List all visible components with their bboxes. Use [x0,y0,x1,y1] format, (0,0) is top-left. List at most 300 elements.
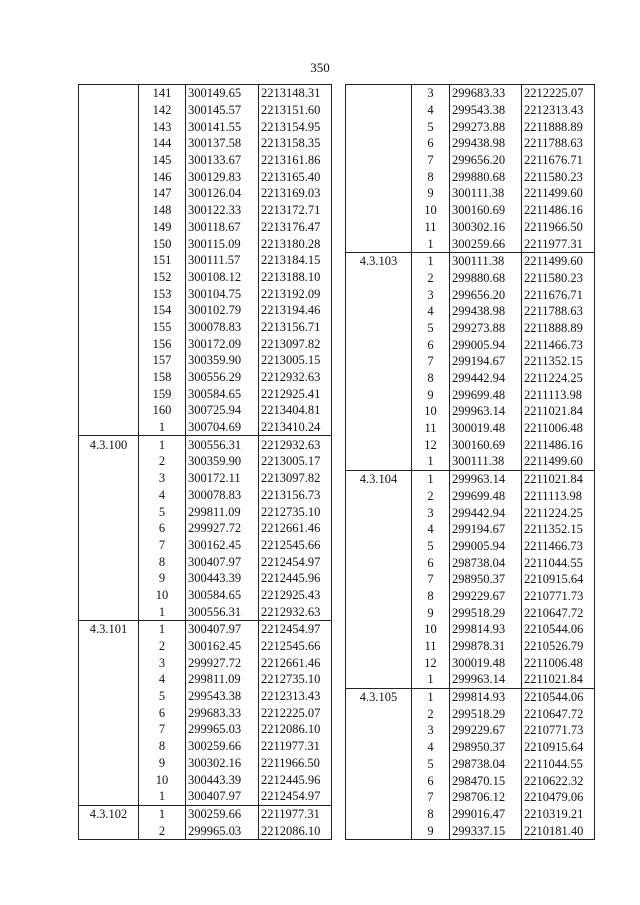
object-id-cell: 4.3.103 [346,252,412,269]
table-row [79,335,332,352]
x-coordinate-cell: 300102.79 [186,302,259,319]
y-coordinate-cell: 2210319.21 [522,806,595,823]
point-number-cell: 147 [139,185,186,202]
y-coordinate-cell: 2210544.06 [522,688,595,705]
x-coordinate-cell: 299963.14 [450,403,522,420]
x-coordinate-cell: 299811.09 [186,503,259,520]
y-coordinate-cell: 2211499.60 [522,252,595,269]
table-row [346,621,595,638]
table-row [346,554,595,571]
table-row [79,587,332,604]
x-coordinate-cell: 299963.14 [450,671,522,688]
object-id-cell [79,302,139,319]
table-row [346,386,595,403]
object-id-cell [79,285,139,302]
point-number-cell: 157 [139,352,186,369]
table-row [346,504,595,521]
point-number-cell: 159 [139,385,186,402]
y-coordinate-cell: 2213148.31 [259,85,332,102]
x-coordinate-cell: 300137.58 [186,135,259,152]
object-id-cell [79,352,139,369]
point-number-cell: 8 [412,370,450,387]
y-coordinate-cell: 2212932.63 [259,436,332,453]
x-coordinate-cell: 300133.67 [186,152,259,169]
object-id-cell [79,671,139,688]
point-number-cell: 1 [139,436,186,453]
point-number-cell: 160 [139,402,186,419]
object-id-cell [346,521,412,538]
point-number-cell: 4 [139,671,186,688]
x-coordinate-cell: 300129.83 [186,168,259,185]
y-coordinate-cell: 2213410.24 [259,419,332,436]
x-coordinate-cell: 300111.38 [450,252,522,269]
x-coordinate-cell: 298706.12 [450,789,522,806]
point-number-cell: 148 [139,202,186,219]
table-row [79,168,332,185]
y-coordinate-cell: 2211021.84 [522,671,595,688]
y-coordinate-cell: 2212925.43 [259,587,332,604]
y-coordinate-cell: 2210526.79 [522,638,595,655]
x-coordinate-cell: 299543.38 [450,102,522,119]
point-number-cell: 4 [412,739,450,756]
point-number-cell: 5 [412,538,450,555]
object-id-cell [346,488,412,505]
table-row [79,771,332,788]
point-number-cell: 6 [139,704,186,721]
point-number-cell: 6 [412,554,450,571]
point-number-cell: 8 [139,738,186,755]
table-row [346,370,595,387]
table-row [79,152,332,169]
object-id-cell [79,419,139,436]
table-row [346,303,595,320]
y-coordinate-cell: 2213176.47 [259,219,332,236]
object-id-cell [79,520,139,537]
object-id-cell [79,219,139,236]
point-number-cell: 1 [139,419,186,436]
object-id-cell [79,721,139,738]
y-coordinate-cell: 2211499.60 [522,453,595,470]
x-coordinate-cell: 300078.83 [186,319,259,336]
object-id-cell [79,553,139,570]
x-coordinate-cell: 300302.16 [450,219,522,236]
point-number-cell: 154 [139,302,186,319]
object-id-cell [79,335,139,352]
x-coordinate-cell: 299965.03 [186,721,259,738]
table-row [79,219,332,236]
table-row [79,671,332,688]
object-id-cell [79,503,139,520]
table-row [79,638,332,655]
x-coordinate-cell: 300145.57 [186,102,259,119]
x-coordinate-cell: 300019.48 [450,420,522,437]
point-number-cell: 158 [139,369,186,386]
x-coordinate-cell: 300259.66 [186,805,259,822]
y-coordinate-cell: 2212225.07 [259,704,332,721]
table-row [79,520,332,537]
point-number-cell: 1 [139,788,186,805]
table-row [346,806,595,823]
x-coordinate-cell: 299656.20 [450,152,522,169]
object-id-cell [346,102,412,119]
object-id-cell [79,85,139,102]
y-coordinate-cell: 2211977.31 [522,235,595,252]
point-number-cell: 11 [412,219,450,236]
y-coordinate-cell: 2211977.31 [259,738,332,755]
x-coordinate-cell: 300556.29 [186,369,259,386]
x-coordinate-cell: 300108.12 [186,269,259,286]
table-row [346,102,595,119]
table-row [346,521,595,538]
y-coordinate-cell: 2211486.16 [522,202,595,219]
object-id-cell [346,705,412,722]
table-row [346,588,595,605]
table-row [79,738,332,755]
y-coordinate-cell: 2212735.10 [259,503,332,520]
object-id-cell [79,822,139,839]
table-row [79,755,332,772]
object-id-cell [79,385,139,402]
table-row [79,487,332,504]
object-id-cell [346,353,412,370]
table-row [79,185,332,202]
object-id-cell [79,185,139,202]
point-number-cell: 7 [412,152,450,169]
point-number-cell: 2 [139,822,186,839]
point-number-cell: 2 [412,705,450,722]
point-number-cell: 143 [139,118,186,135]
object-id-cell [346,739,412,756]
y-coordinate-cell: 2213151.60 [259,102,332,119]
x-coordinate-cell: 299273.88 [450,320,522,337]
point-number-cell: 1 [412,235,450,252]
point-number-cell: 3 [412,85,450,102]
x-coordinate-cell: 300019.48 [450,654,522,671]
point-number-cell: 11 [412,638,450,655]
x-coordinate-cell: 300443.39 [186,771,259,788]
object-id-cell [346,806,412,823]
point-number-cell: 6 [139,520,186,537]
point-number-cell: 2 [139,638,186,655]
x-coordinate-cell: 298738.04 [450,756,522,773]
x-coordinate-cell: 299442.94 [450,504,522,521]
y-coordinate-cell: 2210915.64 [522,571,595,588]
table-row [79,822,332,839]
y-coordinate-cell: 2213154.95 [259,118,332,135]
y-coordinate-cell: 2210771.73 [522,588,595,605]
point-number-cell: 7 [139,537,186,554]
point-number-cell: 1 [412,688,450,705]
object-id-cell [346,403,412,420]
table-row [346,286,595,303]
y-coordinate-cell: 2213172.71 [259,202,332,219]
x-coordinate-cell: 299194.67 [450,353,522,370]
object-id-cell [346,235,412,252]
table-row [79,704,332,721]
object-id-cell [346,822,412,839]
table-row [346,470,595,487]
point-number-cell: 11 [412,420,450,437]
point-number-cell: 8 [412,168,450,185]
x-coordinate-cell: 300078.83 [186,487,259,504]
table-row [79,570,332,587]
x-coordinate-cell: 299814.93 [450,688,522,705]
x-coordinate-cell: 299518.29 [450,604,522,621]
y-coordinate-cell: 2211676.71 [522,152,595,169]
x-coordinate-cell: 300149.65 [186,85,259,102]
point-number-cell: 9 [412,386,450,403]
x-coordinate-cell: 300160.69 [450,202,522,219]
x-coordinate-cell: 299005.94 [450,336,522,353]
coordinates-table-left-body [79,85,332,840]
y-coordinate-cell: 2211466.73 [522,336,595,353]
table-row [79,402,332,419]
point-number-cell: 149 [139,219,186,236]
table-row [346,252,595,269]
point-number-cell: 3 [412,286,450,303]
x-coordinate-cell: 300172.09 [186,335,259,352]
x-coordinate-cell: 300104.75 [186,285,259,302]
object-id-cell [346,604,412,621]
x-coordinate-cell: 300162.45 [186,537,259,554]
x-coordinate-cell: 300162.45 [186,638,259,655]
table-row [346,353,595,370]
x-coordinate-cell: 300584.65 [186,385,259,402]
object-id-cell [79,252,139,269]
point-number-cell: 156 [139,335,186,352]
table-row [79,85,332,102]
point-number-cell: 10 [139,771,186,788]
object-id-cell [79,755,139,772]
table-row [79,688,332,705]
point-number-cell: 1 [412,453,450,470]
point-number-cell: 5 [139,688,186,705]
table-row [346,756,595,773]
x-coordinate-cell: 300704.69 [186,419,259,436]
point-number-cell: 5 [412,756,450,773]
table-row [346,604,595,621]
object-id-cell: 4.3.100 [79,436,139,453]
x-coordinate-cell: 300259.66 [450,235,522,252]
object-id-cell [346,554,412,571]
table-row [79,302,332,319]
y-coordinate-cell: 2211788.63 [522,135,595,152]
table-row [346,135,595,152]
object-id-cell [79,470,139,487]
y-coordinate-cell: 2211499.60 [522,185,595,202]
table-row [79,553,332,570]
y-coordinate-cell: 2213194.46 [259,302,332,319]
x-coordinate-cell: 299880.68 [450,168,522,185]
point-number-cell: 1 [412,470,450,487]
y-coordinate-cell: 2211977.31 [259,805,332,822]
y-coordinate-cell: 2211352.15 [522,353,595,370]
y-coordinate-cell: 2212932.63 [259,369,332,386]
object-id-cell [346,270,412,287]
object-id-cell [79,269,139,286]
point-number-cell: 3 [139,654,186,671]
coordinates-table-left [78,84,332,840]
point-number-cell: 3 [412,722,450,739]
x-coordinate-cell: 300141.55 [186,118,259,135]
object-id-cell [346,386,412,403]
x-coordinate-cell: 300111.38 [450,453,522,470]
object-id-cell [79,704,139,721]
point-number-cell: 7 [412,789,450,806]
x-coordinate-cell: 299814.93 [450,621,522,638]
x-coordinate-cell: 299438.98 [450,135,522,152]
y-coordinate-cell: 2211888.89 [522,118,595,135]
table-row [346,185,595,202]
x-coordinate-cell: 299963.14 [450,470,522,487]
table-row [79,235,332,252]
x-coordinate-cell: 300407.97 [186,621,259,638]
y-coordinate-cell: 2212445.96 [259,570,332,587]
object-id-cell [79,537,139,554]
object-id-cell [346,336,412,353]
y-coordinate-cell: 2211676.71 [522,286,595,303]
y-coordinate-cell: 2211113.98 [522,386,595,403]
object-id-cell [79,738,139,755]
y-coordinate-cell: 2212545.66 [259,638,332,655]
x-coordinate-cell: 298470.15 [450,772,522,789]
table-row [346,638,595,655]
x-coordinate-cell: 299016.47 [450,806,522,823]
object-id-cell [79,102,139,119]
x-coordinate-cell: 299965.03 [186,822,259,839]
point-number-cell: 2 [412,488,450,505]
point-number-cell: 10 [412,621,450,638]
object-id-cell [79,402,139,419]
object-id-cell [79,487,139,504]
x-coordinate-cell: 300443.39 [186,570,259,587]
y-coordinate-cell: 2213005.15 [259,352,332,369]
y-coordinate-cell: 2210479.06 [522,789,595,806]
object-id-cell [79,152,139,169]
x-coordinate-cell: 299927.72 [186,520,259,537]
object-id-cell [79,603,139,620]
object-id-cell [346,588,412,605]
y-coordinate-cell: 2213404.81 [259,402,332,419]
table-row [79,319,332,336]
y-coordinate-cell: 2210647.72 [522,604,595,621]
point-number-cell: 1 [139,621,186,638]
y-coordinate-cell: 2213192.09 [259,285,332,302]
table-row [79,285,332,302]
x-coordinate-cell: 300584.65 [186,587,259,604]
point-number-cell: 7 [412,353,450,370]
point-number-cell: 4 [412,303,450,320]
object-id-cell [346,320,412,337]
object-id-cell: 4.3.105 [346,688,412,705]
y-coordinate-cell: 2211966.50 [522,219,595,236]
y-coordinate-cell: 2213158.35 [259,135,332,152]
point-number-cell: 151 [139,252,186,269]
object-id-cell [346,168,412,185]
object-id-cell [346,654,412,671]
object-id-cell [79,570,139,587]
object-id-cell [79,235,139,252]
y-coordinate-cell: 2213156.71 [259,319,332,336]
point-number-cell: 4 [412,521,450,538]
y-coordinate-cell: 2212454.97 [259,553,332,570]
point-number-cell: 12 [412,654,450,671]
y-coordinate-cell: 2210915.64 [522,739,595,756]
page-number: 350 [310,60,330,75]
object-id-cell [346,219,412,236]
table-row [79,621,332,638]
point-number-cell: 146 [139,168,186,185]
table-row [79,805,332,822]
y-coordinate-cell: 2212735.10 [259,671,332,688]
y-coordinate-cell: 2212454.97 [259,621,332,638]
object-id-cell [346,453,412,470]
object-id-cell [346,722,412,739]
point-number-cell: 10 [412,403,450,420]
y-coordinate-cell: 2212454.97 [259,788,332,805]
table-row [79,453,332,470]
x-coordinate-cell: 299273.88 [450,118,522,135]
point-number-cell: 153 [139,285,186,302]
table-row [79,436,332,453]
x-coordinate-cell: 300118.67 [186,219,259,236]
table-row [346,420,595,437]
point-number-cell: 3 [139,470,186,487]
table-row [346,336,595,353]
object-id-cell [79,319,139,336]
coordinates-table-right-body [346,85,595,840]
object-id-cell [79,788,139,805]
point-number-cell: 2 [412,270,450,287]
object-id-cell [346,772,412,789]
y-coordinate-cell: 2213184.15 [259,252,332,269]
y-coordinate-cell: 2212086.10 [259,721,332,738]
table-row [346,789,595,806]
object-id-cell: 4.3.102 [79,805,139,822]
point-number-cell: 1 [412,252,450,269]
object-id-cell [79,638,139,655]
x-coordinate-cell: 300111.57 [186,252,259,269]
table-row [79,252,332,269]
table-row [346,722,595,739]
x-coordinate-cell: 299543.38 [186,688,259,705]
y-coordinate-cell: 2211006.48 [522,654,595,671]
table-row [346,453,595,470]
x-coordinate-cell: 300302.16 [186,755,259,772]
object-id-cell [346,202,412,219]
x-coordinate-cell: 300126.04 [186,185,259,202]
table-row [79,135,332,152]
table-row [346,488,595,505]
x-coordinate-cell: 299229.67 [450,588,522,605]
object-id-cell [346,286,412,303]
table-row [346,688,595,705]
point-number-cell: 9 [412,604,450,621]
table-row [79,385,332,402]
point-number-cell: 4 [139,487,186,504]
object-id-cell [346,538,412,555]
y-coordinate-cell: 2213165.40 [259,168,332,185]
y-coordinate-cell: 2212086.10 [259,822,332,839]
y-coordinate-cell: 2211580.23 [522,270,595,287]
y-coordinate-cell: 2211021.84 [522,470,595,487]
y-coordinate-cell: 2212932.63 [259,603,332,620]
x-coordinate-cell: 300122.33 [186,202,259,219]
object-id-cell: 4.3.101 [79,621,139,638]
point-number-cell: 5 [139,503,186,520]
object-id-cell [346,85,412,102]
coordinates-table-right [345,84,595,840]
